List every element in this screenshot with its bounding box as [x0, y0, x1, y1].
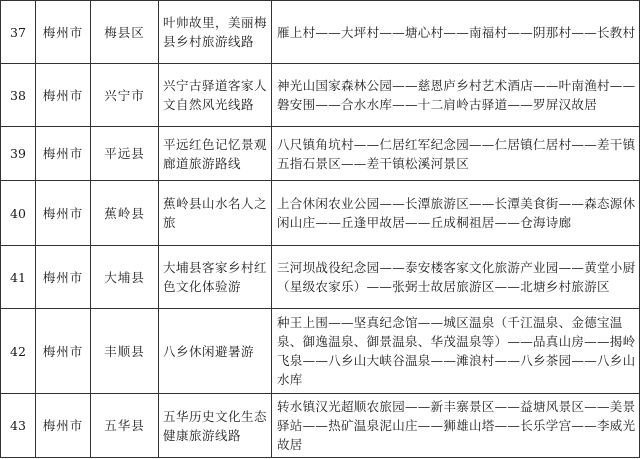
table-row — [1, 64, 640, 127]
city-cell: 梅州市 — [36, 246, 91, 309]
route-sites-cell: 转水镇汉光超顺农旅园——新丰寨景区——益塘风景区——美景驿站——热矿温泉泥山庄——狮雄山塔——长乐学宫——李威光故居 — [272, 394, 640, 458]
county-cell: 五华县 — [91, 394, 159, 458]
row-number: 37 — [1, 1, 36, 64]
row-number: 39 — [1, 127, 36, 181]
row-number: 42 — [1, 309, 36, 394]
route-name-cell: 蕉岭县山水名人之旅 — [159, 181, 272, 246]
route-name-cell: 大埔县客家乡村红色文化体验游 — [159, 246, 272, 309]
route-sites-cell: 八尺镇角坑村——仁居红军纪念园——仁居镇仁居村——差干镇五指石景区——差干镇松溪河景区 — [272, 127, 640, 181]
table-row — [1, 1, 640, 64]
row-number: 40 — [1, 181, 36, 246]
county-cell: 兴宁市 — [91, 64, 159, 127]
table-row — [1, 127, 640, 181]
city-cell: 梅州市 — [36, 309, 91, 394]
route-sites-cell: 三河坝战役纪念园——泰安楼客家文化旅游产业园——黄堂小厨（星级农家乐）——张弼士故居旅游区——北塘乡村旅游区 — [272, 246, 640, 309]
county-cell: 大埔县 — [91, 246, 159, 309]
route-sites-cell: 上合休闲农业公园——长潭旅游区——长潭美食街——森态源休闲山庄——丘逢甲故居——丘成桐祖居——仓海诗廊 — [272, 181, 640, 246]
route-sites-cell: 神光山国家森林公园——慈恩庐乡村艺术酒店——叶南渔村——磐安围——合水水库——十二肩岭古驿道——罗屏汉故居 — [272, 64, 640, 127]
row-number: 43 — [1, 394, 36, 458]
county-cell: 梅县区 — [91, 1, 159, 64]
route-sites-cell: 种王上围——坚真纪念馆——城区温泉（千江温泉、金德宝温泉、御逸温泉、御景温泉、华茂温泉等）——品真山房——揭岭飞泉——八乡山大峡谷温泉——滩浪村——八乡茶园——八乡山水库 — [272, 309, 640, 394]
city-cell: 梅州市 — [36, 394, 91, 458]
row-number: 41 — [1, 246, 36, 309]
row-number: 38 — [1, 64, 36, 127]
city-cell: 梅州市 — [36, 181, 91, 246]
county-cell: 平远县 — [91, 127, 159, 181]
route-name-cell: 叶帅故里，美丽梅县乡村旅游线路 — [159, 1, 272, 64]
route-name-cell: 兴宁古驿道客家人文自然风光线路 — [159, 64, 272, 127]
route-name-cell: 平远红色记忆景观廊道旅游路线 — [159, 127, 272, 181]
city-cell: 梅州市 — [36, 64, 91, 127]
route-name-cell: 五华历史文化生态健康旅游线路 — [159, 394, 272, 458]
city-cell: 梅州市 — [36, 127, 91, 181]
table-row — [1, 394, 640, 458]
table-row — [1, 246, 640, 309]
route-name-cell: 八乡休闲避暑游 — [159, 309, 272, 394]
county-cell: 蕉岭县 — [91, 181, 159, 246]
table-row — [1, 181, 640, 246]
county-cell: 丰顺县 — [91, 309, 159, 394]
route-sites-cell: 雁上村——大坪村——塘心村——南福村——阴那村——长教村 — [272, 1, 640, 64]
table-row — [1, 309, 640, 394]
city-cell: 梅州市 — [36, 1, 91, 64]
